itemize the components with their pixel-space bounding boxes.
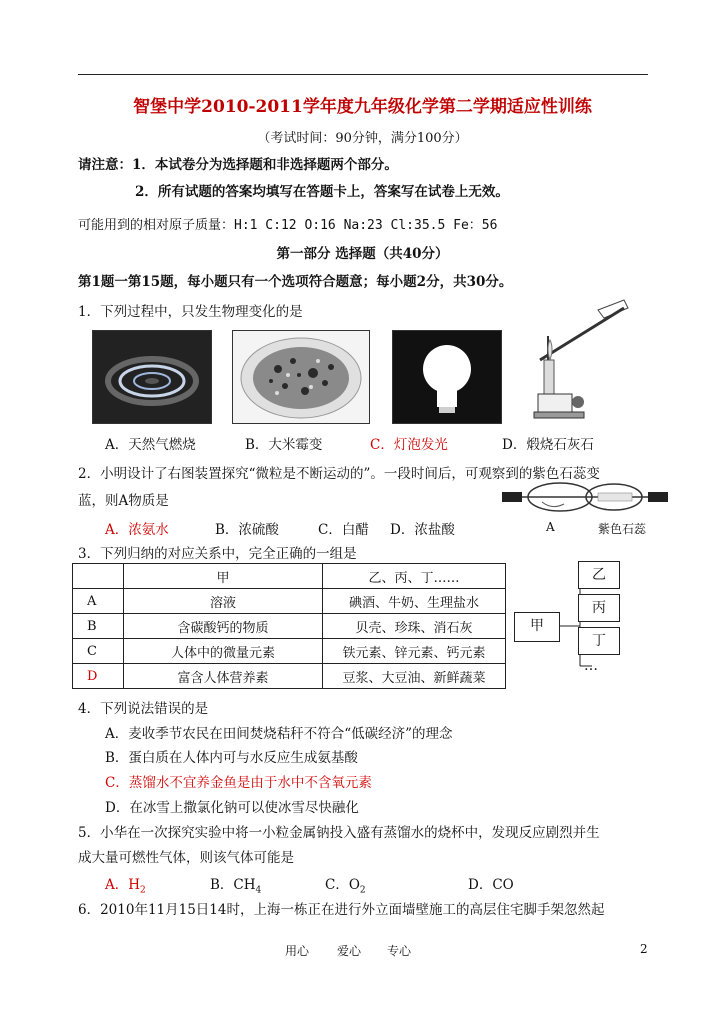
subscript: 2 (140, 885, 146, 896)
q5-stem-line-2: 成大量可燃性气体，则该气体可能是 (78, 850, 294, 866)
q5-stem-line-1: 5．小华在一次探究实验中将一小粒金属钠投入盛有蒸馏水的烧杯中，发现反应剧烈并生 (78, 825, 600, 841)
table-cell: A (73, 589, 124, 614)
subscript: 2 (359, 885, 366, 896)
option-label: A．H (105, 877, 141, 893)
q2-stem-line-2: 蓝，则A物质是 (78, 493, 169, 509)
footer-motto-3: 专心 (387, 944, 412, 958)
q5-option-a (105, 873, 146, 896)
notice-line-2: 2．所有试题的答案均填写在答题卡上，答案写在试卷上无效。 (135, 184, 509, 200)
table-cell: 富含人体营养素 (124, 664, 323, 689)
q4-option-c: C．蒸馏水不宜养金鱼是由于水中不含氧元素 (105, 775, 372, 791)
q1-option-c: C．灯泡发光 (370, 437, 448, 453)
q3-stem: 3．下列归纳的对应关系中，完全正确的一组是 (78, 546, 357, 562)
table-cell: 人体中的微量元素 (124, 639, 323, 664)
option-label: B．CH (210, 877, 256, 893)
table-cell: C (73, 639, 124, 664)
table-cell: D (73, 664, 124, 689)
diffusion-apparatus-figure (502, 482, 668, 538)
exam-title: 智堡中学2010-2011学年度九年级化学第二学期适应性训练 (133, 97, 592, 117)
notice-line-1: 请注意：1．本试卷分为选择题和非选择题两个部分。 (78, 157, 398, 173)
q2-option-a: A．浓氨水 (105, 522, 169, 538)
q4-stem: 4．下列说法错误的是 (78, 701, 209, 717)
table-cell: 铁元素、锌元素、钙元素 (323, 639, 506, 664)
table-row (73, 589, 506, 614)
option-label: C．O (325, 877, 360, 893)
page-number: 2 (640, 942, 648, 956)
q5-option-b (210, 873, 261, 896)
diagram-label-a: A (546, 520, 555, 534)
gas-stove-photo (92, 330, 212, 424)
q4-option-d: D．在冰雪上撒氯化钠可以使冰雪尽快融化 (105, 800, 359, 816)
table-row (73, 664, 506, 689)
q5-option-d (468, 873, 514, 893)
table-header-cell: 甲 (124, 564, 323, 589)
tree-child-box: 乙 (578, 561, 620, 589)
light-bulb-photo (392, 330, 502, 424)
table-cell: 豆浆、大豆油、新鲜蔬菜 (323, 664, 506, 689)
table-header-row (73, 564, 506, 589)
table-cell: 贝壳、珍珠、消石灰 (323, 614, 506, 639)
table-cell: 溶液 (124, 589, 323, 614)
table-cell (73, 564, 124, 589)
option-label: D．CO (468, 877, 514, 893)
q1-stem: 1．下列过程中，只发生物理变化的是 (78, 304, 303, 320)
table-cell: B (73, 614, 124, 639)
exam-subtitle: （考试时间：90分钟，满分100分） (257, 131, 468, 146)
q2-option-b: B．浓硫酸 (215, 522, 279, 538)
q2-stem-line-1: 2．小明设计了右图装置探究“微粒是不断运动的”。一段时间后，可观察到的紫色石蕊变 (78, 466, 600, 482)
footer-motto-2: 爱心 (337, 944, 362, 958)
q2-option-d: D．浓盐酸 (390, 522, 455, 538)
q2-option-c: C．白醋 (318, 522, 369, 538)
table-cell: 碘酒、牛奶、生理盐水 (323, 589, 506, 614)
tree-more-marker: … (584, 658, 598, 674)
table-row (73, 639, 506, 664)
q5-option-c (325, 873, 366, 896)
q1-option-d: D．煅烧石灰石 (502, 437, 594, 453)
subscript: 4 (255, 885, 262, 896)
tree-root-box: 甲 (514, 612, 560, 642)
section-instruction: 第1题一第15题，每小题只有一个选项符合题意；每小题2分，共30分。 (78, 274, 513, 290)
moldy-rice-photo (232, 330, 370, 424)
q3-classification-table (72, 563, 506, 689)
q4-option-a: A．麦收季节农民在田间焚烧秸秆不符合“低碳经济”的理念 (105, 726, 453, 742)
q1-option-b: B．大米霉变 (245, 437, 323, 453)
table-cell: 含碳酸钙的物质 (124, 614, 323, 639)
section-title: 第一部分 选择题（共40分） (276, 246, 449, 262)
q4-option-b: B．蛋白质在人体内可与水反应生成氨基酸 (105, 750, 358, 766)
q6-stem: 6．2010年11月15日14时，上海一栋正在进行外立面墙壁施工的高层住宅脚手架忽然起 (78, 902, 605, 918)
tree-child-box: 丙 (578, 594, 620, 622)
calcining-limestone-figure (528, 296, 634, 426)
q1-option-a: A．天然气燃烧 (105, 437, 196, 453)
tree-child-box: 丁 (578, 627, 620, 655)
atomic-mass-line: 可能用到的相对原子质量：H:1 C:12 O:16 Na:23 Cl:35.5 Fe：56 (78, 218, 498, 233)
table-row (73, 614, 506, 639)
diagram-label-litmus: 紫色石蕊 (598, 522, 647, 536)
header-rule (78, 74, 648, 75)
footer-motto-1: 用心 (285, 944, 310, 958)
table-header-cell: 乙、丙、丁…… (323, 564, 506, 589)
